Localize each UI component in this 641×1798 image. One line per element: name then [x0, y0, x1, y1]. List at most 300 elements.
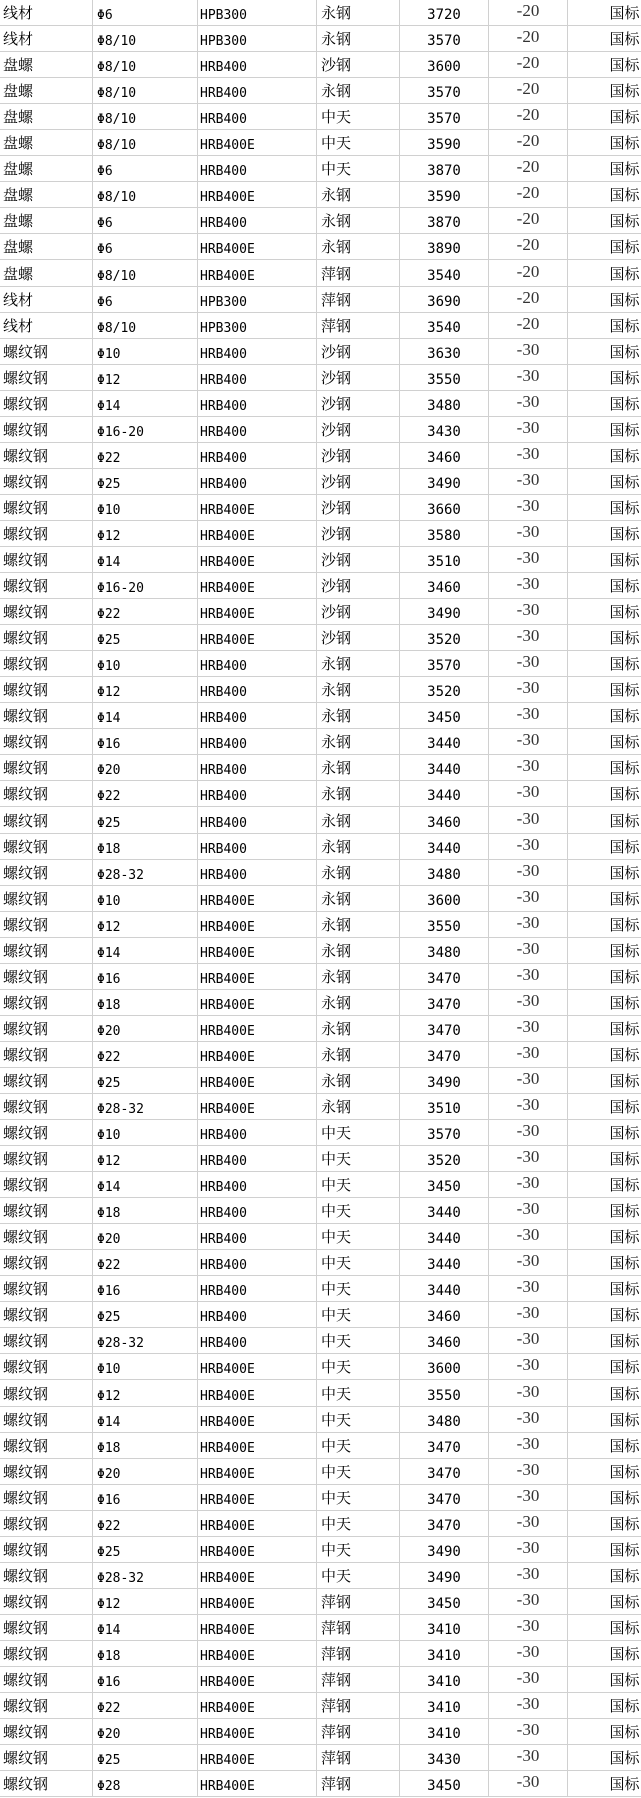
grade-cell[interactable]: HRB400 — [198, 1250, 317, 1275]
change-cell[interactable]: -30 — [489, 469, 568, 494]
change-cell[interactable]: -30 — [489, 1328, 568, 1353]
spec-cell[interactable]: Φ12 — [93, 912, 198, 937]
spec-cell[interactable]: Φ10 — [93, 495, 198, 520]
product-cell[interactable]: 螺纹钢 — [0, 599, 93, 624]
product-cell[interactable]: 螺纹钢 — [0, 1459, 93, 1484]
standard-cell[interactable]: 国标 — [568, 1511, 641, 1536]
grade-cell[interactable]: HRB400 — [198, 729, 317, 754]
grade-cell[interactable]: HRB400 — [198, 156, 317, 181]
change-cell[interactable]: -30 — [489, 912, 568, 937]
price-cell[interactable]: 3410 — [400, 1641, 489, 1666]
price-cell[interactable]: 3540 — [400, 313, 489, 338]
spec-cell[interactable]: Φ14 — [93, 938, 198, 963]
product-cell[interactable]: 螺纹钢 — [0, 1563, 93, 1588]
spec-cell[interactable]: Φ16 — [93, 1276, 198, 1301]
spec-cell[interactable]: Φ12 — [93, 1380, 198, 1405]
mill-cell[interactable]: 中天 — [317, 1459, 400, 1484]
product-cell[interactable]: 螺纹钢 — [0, 677, 93, 702]
standard-cell[interactable]: 国标 — [568, 1537, 641, 1562]
product-cell[interactable]: 螺纹钢 — [0, 1641, 93, 1666]
product-cell[interactable]: 线材 — [0, 0, 93, 25]
spec-cell[interactable]: Φ8/10 — [93, 26, 198, 51]
mill-cell[interactable]: 沙钢 — [317, 521, 400, 546]
grade-cell[interactable]: HRB400E — [198, 886, 317, 911]
price-cell[interactable]: 3510 — [400, 1094, 489, 1119]
mill-cell[interactable]: 中天 — [317, 1224, 400, 1249]
spec-cell[interactable]: Φ16 — [93, 1485, 198, 1510]
grade-cell[interactable]: HRB400E — [198, 1771, 317, 1796]
change-cell[interactable]: -20 — [489, 78, 568, 103]
mill-cell[interactable]: 沙钢 — [317, 365, 400, 390]
mill-cell[interactable]: 沙钢 — [317, 547, 400, 572]
grade-cell[interactable]: HRB400E — [198, 1042, 317, 1067]
product-cell[interactable]: 螺纹钢 — [0, 912, 93, 937]
standard-cell[interactable]: 国标 — [568, 313, 641, 338]
change-cell[interactable]: -30 — [489, 1693, 568, 1718]
standard-cell[interactable]: 国标 — [568, 260, 641, 285]
product-cell[interactable]: 盘螺 — [0, 52, 93, 77]
mill-cell[interactable]: 沙钢 — [317, 391, 400, 416]
spec-cell[interactable]: Φ22 — [93, 1693, 198, 1718]
grade-cell[interactable]: HPB300 — [198, 0, 317, 25]
grade-cell[interactable]: HRB400 — [198, 1198, 317, 1223]
spec-cell[interactable]: Φ10 — [93, 1354, 198, 1379]
standard-cell[interactable]: 国标 — [568, 52, 641, 77]
mill-cell[interactable]: 永钢 — [317, 78, 400, 103]
spec-cell[interactable]: Φ25 — [93, 469, 198, 494]
spec-cell[interactable]: Φ25 — [93, 1745, 198, 1770]
spec-cell[interactable]: Φ12 — [93, 1589, 198, 1614]
product-cell[interactable]: 螺纹钢 — [0, 1719, 93, 1744]
price-cell[interactable]: 3600 — [400, 1354, 489, 1379]
grade-cell[interactable]: HPB300 — [198, 313, 317, 338]
change-cell[interactable]: -30 — [489, 1094, 568, 1119]
standard-cell[interactable]: 国标 — [568, 964, 641, 989]
price-cell[interactable]: 3490 — [400, 599, 489, 624]
standard-cell[interactable]: 国标 — [568, 130, 641, 155]
price-cell[interactable]: 3490 — [400, 1068, 489, 1093]
product-cell[interactable]: 螺纹钢 — [0, 417, 93, 442]
price-cell[interactable]: 3470 — [400, 1459, 489, 1484]
spec-cell[interactable]: Φ8/10 — [93, 78, 198, 103]
standard-cell[interactable]: 国标 — [568, 26, 641, 51]
standard-cell[interactable]: 国标 — [568, 1693, 641, 1718]
standard-cell[interactable]: 国标 — [568, 1667, 641, 1692]
mill-cell[interactable]: 中天 — [317, 1433, 400, 1458]
standard-cell[interactable]: 国标 — [568, 1354, 641, 1379]
spec-cell[interactable]: Φ14 — [93, 547, 198, 572]
mill-cell[interactable]: 永钢 — [317, 26, 400, 51]
change-cell[interactable]: -30 — [489, 521, 568, 546]
spec-cell[interactable]: Φ18 — [93, 990, 198, 1015]
standard-cell[interactable]: 国标 — [568, 781, 641, 806]
price-cell[interactable]: 3460 — [400, 807, 489, 832]
price-cell[interactable]: 3870 — [400, 208, 489, 233]
standard-cell[interactable]: 国标 — [568, 287, 641, 312]
grade-cell[interactable]: HRB400 — [198, 834, 317, 859]
mill-cell[interactable]: 萍钢 — [317, 313, 400, 338]
price-cell[interactable]: 3570 — [400, 1120, 489, 1145]
change-cell[interactable]: -20 — [489, 260, 568, 285]
product-cell[interactable]: 螺纹钢 — [0, 964, 93, 989]
product-cell[interactable]: 螺纹钢 — [0, 1068, 93, 1093]
standard-cell[interactable]: 国标 — [568, 0, 641, 25]
price-cell[interactable]: 3630 — [400, 339, 489, 364]
grade-cell[interactable]: HRB400E — [198, 1693, 317, 1718]
grade-cell[interactable]: HRB400E — [198, 1354, 317, 1379]
price-cell[interactable]: 3570 — [400, 26, 489, 51]
product-cell[interactable]: 盘螺 — [0, 182, 93, 207]
change-cell[interactable]: -20 — [489, 26, 568, 51]
change-cell[interactable]: -30 — [489, 547, 568, 572]
product-cell[interactable]: 螺纹钢 — [0, 1224, 93, 1249]
change-cell[interactable]: -30 — [489, 938, 568, 963]
product-cell[interactable]: 螺纹钢 — [0, 729, 93, 754]
product-cell[interactable]: 螺纹钢 — [0, 1146, 93, 1171]
price-cell[interactable]: 3410 — [400, 1667, 489, 1692]
mill-cell[interactable]: 永钢 — [317, 208, 400, 233]
spec-cell[interactable]: Φ12 — [93, 521, 198, 546]
standard-cell[interactable]: 国标 — [568, 1094, 641, 1119]
spec-cell[interactable]: Φ6 — [93, 156, 198, 181]
price-cell[interactable]: 3480 — [400, 391, 489, 416]
mill-cell[interactable]: 沙钢 — [317, 469, 400, 494]
standard-cell[interactable]: 国标 — [568, 938, 641, 963]
spec-cell[interactable]: Φ14 — [93, 1615, 198, 1640]
grade-cell[interactable]: HRB400E — [198, 1615, 317, 1640]
product-cell[interactable]: 螺纹钢 — [0, 1094, 93, 1119]
grade-cell[interactable]: HRB400E — [198, 547, 317, 572]
product-cell[interactable]: 螺纹钢 — [0, 860, 93, 885]
price-cell[interactable]: 3540 — [400, 260, 489, 285]
change-cell[interactable]: -30 — [489, 365, 568, 390]
spec-cell[interactable]: Φ8/10 — [93, 52, 198, 77]
change-cell[interactable]: -30 — [489, 599, 568, 624]
product-cell[interactable]: 盘螺 — [0, 156, 93, 181]
mill-cell[interactable]: 永钢 — [317, 234, 400, 259]
change-cell[interactable]: -30 — [489, 495, 568, 520]
standard-cell[interactable]: 国标 — [568, 807, 641, 832]
standard-cell[interactable]: 国标 — [568, 1016, 641, 1041]
grade-cell[interactable]: HRB400E — [198, 938, 317, 963]
standard-cell[interactable]: 国标 — [568, 573, 641, 598]
grade-cell[interactable]: HRB400E — [198, 130, 317, 155]
change-cell[interactable]: -20 — [489, 287, 568, 312]
product-cell[interactable]: 螺纹钢 — [0, 1745, 93, 1770]
grade-cell[interactable]: HRB400E — [198, 1433, 317, 1458]
price-cell[interactable]: 3690 — [400, 287, 489, 312]
spec-cell[interactable]: Φ12 — [93, 1146, 198, 1171]
grade-cell[interactable]: HRB400E — [198, 599, 317, 624]
product-cell[interactable]: 螺纹钢 — [0, 1042, 93, 1067]
change-cell[interactable]: -20 — [489, 130, 568, 155]
price-cell[interactable]: 3550 — [400, 1380, 489, 1405]
product-cell[interactable]: 螺纹钢 — [0, 1511, 93, 1536]
price-cell[interactable]: 3440 — [400, 1224, 489, 1249]
grade-cell[interactable]: HRB400 — [198, 1224, 317, 1249]
price-cell[interactable]: 3470 — [400, 1511, 489, 1536]
mill-cell[interactable]: 永钢 — [317, 1016, 400, 1041]
mill-cell[interactable]: 永钢 — [317, 651, 400, 676]
change-cell[interactable]: -30 — [489, 651, 568, 676]
spec-cell[interactable]: Φ20 — [93, 1719, 198, 1744]
spec-cell[interactable]: Φ22 — [93, 443, 198, 468]
standard-cell[interactable]: 国标 — [568, 365, 641, 390]
price-cell[interactable]: 3430 — [400, 1745, 489, 1770]
product-cell[interactable]: 螺纹钢 — [0, 339, 93, 364]
spec-cell[interactable]: Φ10 — [93, 651, 198, 676]
grade-cell[interactable]: HRB400E — [198, 912, 317, 937]
grade-cell[interactable]: HRB400E — [198, 1719, 317, 1744]
price-cell[interactable]: 3520 — [400, 625, 489, 650]
product-cell[interactable]: 螺纹钢 — [0, 1407, 93, 1432]
mill-cell[interactable]: 中天 — [317, 1120, 400, 1145]
change-cell[interactable]: -30 — [489, 1667, 568, 1692]
spec-cell[interactable]: Φ25 — [93, 807, 198, 832]
spec-cell[interactable]: Φ22 — [93, 1250, 198, 1275]
standard-cell[interactable]: 国标 — [568, 339, 641, 364]
grade-cell[interactable]: HRB400 — [198, 78, 317, 103]
product-cell[interactable]: 螺纹钢 — [0, 1485, 93, 1510]
price-cell[interactable]: 3440 — [400, 1250, 489, 1275]
grade-cell[interactable]: HRB400 — [198, 703, 317, 728]
standard-cell[interactable]: 国标 — [568, 1407, 641, 1432]
mill-cell[interactable]: 永钢 — [317, 834, 400, 859]
mill-cell[interactable]: 中天 — [317, 1328, 400, 1353]
price-cell[interactable]: 3450 — [400, 1589, 489, 1614]
grade-cell[interactable]: HRB400E — [198, 1380, 317, 1405]
price-cell[interactable]: 3460 — [400, 573, 489, 598]
standard-cell[interactable]: 国标 — [568, 834, 641, 859]
change-cell[interactable]: -30 — [489, 1068, 568, 1093]
change-cell[interactable]: -30 — [489, 1433, 568, 1458]
spec-cell[interactable]: Φ18 — [93, 1433, 198, 1458]
mill-cell[interactable]: 沙钢 — [317, 495, 400, 520]
product-cell[interactable]: 螺纹钢 — [0, 1120, 93, 1145]
mill-cell[interactable]: 永钢 — [317, 807, 400, 832]
grade-cell[interactable]: HRB400E — [198, 573, 317, 598]
standard-cell[interactable]: 国标 — [568, 625, 641, 650]
change-cell[interactable]: -30 — [489, 1120, 568, 1145]
mill-cell[interactable]: 中天 — [317, 156, 400, 181]
change-cell[interactable]: -30 — [489, 1016, 568, 1041]
product-cell[interactable]: 盘螺 — [0, 130, 93, 155]
price-cell[interactable]: 3440 — [400, 755, 489, 780]
spec-cell[interactable]: Φ20 — [93, 755, 198, 780]
spec-cell[interactable]: Φ25 — [93, 1302, 198, 1327]
spec-cell[interactable]: Φ10 — [93, 1120, 198, 1145]
price-cell[interactable]: 3550 — [400, 365, 489, 390]
standard-cell[interactable]: 国标 — [568, 391, 641, 416]
grade-cell[interactable]: HRB400E — [198, 1485, 317, 1510]
change-cell[interactable]: -30 — [489, 1589, 568, 1614]
product-cell[interactable]: 螺纹钢 — [0, 651, 93, 676]
price-cell[interactable]: 3510 — [400, 547, 489, 572]
price-cell[interactable]: 3440 — [400, 1276, 489, 1301]
price-cell[interactable]: 3580 — [400, 521, 489, 546]
price-cell[interactable]: 3550 — [400, 912, 489, 937]
spec-cell[interactable]: Φ8/10 — [93, 182, 198, 207]
price-cell[interactable]: 3490 — [400, 469, 489, 494]
mill-cell[interactable]: 永钢 — [317, 182, 400, 207]
product-cell[interactable]: 螺纹钢 — [0, 755, 93, 780]
mill-cell[interactable]: 中天 — [317, 1537, 400, 1562]
mill-cell[interactable]: 永钢 — [317, 1068, 400, 1093]
price-cell[interactable]: 3450 — [400, 1172, 489, 1197]
change-cell[interactable]: -30 — [489, 1485, 568, 1510]
mill-cell[interactable]: 永钢 — [317, 781, 400, 806]
grade-cell[interactable]: HRB400E — [198, 1641, 317, 1666]
mill-cell[interactable]: 永钢 — [317, 964, 400, 989]
mill-cell[interactable]: 中天 — [317, 1354, 400, 1379]
standard-cell[interactable]: 国标 — [568, 651, 641, 676]
spec-cell[interactable]: Φ16 — [93, 1667, 198, 1692]
product-cell[interactable]: 螺纹钢 — [0, 703, 93, 728]
grade-cell[interactable]: HRB400E — [198, 182, 317, 207]
change-cell[interactable]: -30 — [489, 1459, 568, 1484]
price-cell[interactable]: 3460 — [400, 1328, 489, 1353]
spec-cell[interactable]: Φ14 — [93, 391, 198, 416]
product-cell[interactable]: 螺纹钢 — [0, 495, 93, 520]
price-cell[interactable]: 3410 — [400, 1615, 489, 1640]
price-cell[interactable]: 3440 — [400, 781, 489, 806]
price-cell[interactable]: 3570 — [400, 104, 489, 129]
grade-cell[interactable]: HRB400E — [198, 521, 317, 546]
grade-cell[interactable]: HRB400E — [198, 1537, 317, 1562]
change-cell[interactable]: -20 — [489, 234, 568, 259]
change-cell[interactable]: -20 — [489, 182, 568, 207]
change-cell[interactable]: -30 — [489, 1250, 568, 1275]
spec-cell[interactable]: Φ28 — [93, 1771, 198, 1796]
change-cell[interactable]: -30 — [489, 1302, 568, 1327]
change-cell[interactable]: -30 — [489, 755, 568, 780]
spec-cell[interactable]: Φ16-20 — [93, 573, 198, 598]
price-cell[interactable]: 3450 — [400, 703, 489, 728]
grade-cell[interactable]: HRB400 — [198, 417, 317, 442]
grade-cell[interactable]: HRB400 — [198, 860, 317, 885]
change-cell[interactable]: -30 — [489, 1276, 568, 1301]
change-cell[interactable]: -20 — [489, 52, 568, 77]
product-cell[interactable]: 螺纹钢 — [0, 469, 93, 494]
product-cell[interactable]: 螺纹钢 — [0, 391, 93, 416]
price-cell[interactable]: 3490 — [400, 1537, 489, 1562]
standard-cell[interactable]: 国标 — [568, 443, 641, 468]
standard-cell[interactable]: 国标 — [568, 1328, 641, 1353]
product-cell[interactable]: 盘螺 — [0, 208, 93, 233]
price-cell[interactable]: 3480 — [400, 938, 489, 963]
grade-cell[interactable]: HRB400 — [198, 1276, 317, 1301]
price-cell[interactable]: 3470 — [400, 1485, 489, 1510]
spec-cell[interactable]: Φ22 — [93, 1511, 198, 1536]
mill-cell[interactable]: 沙钢 — [317, 599, 400, 624]
spec-cell[interactable]: Φ10 — [93, 886, 198, 911]
spec-cell[interactable]: Φ16-20 — [93, 417, 198, 442]
mill-cell[interactable]: 中天 — [317, 104, 400, 129]
change-cell[interactable]: -30 — [489, 677, 568, 702]
mill-cell[interactable]: 中天 — [317, 1407, 400, 1432]
standard-cell[interactable]: 国标 — [568, 1380, 641, 1405]
price-cell[interactable]: 3450 — [400, 1771, 489, 1796]
product-cell[interactable]: 盘螺 — [0, 234, 93, 259]
price-cell[interactable]: 3870 — [400, 156, 489, 181]
price-cell[interactable]: 3470 — [400, 1042, 489, 1067]
mill-cell[interactable]: 中天 — [317, 1485, 400, 1510]
standard-cell[interactable]: 国标 — [568, 182, 641, 207]
change-cell[interactable]: -30 — [489, 573, 568, 598]
price-cell[interactable]: 3440 — [400, 729, 489, 754]
spec-cell[interactable]: Φ8/10 — [93, 313, 198, 338]
spec-cell[interactable]: Φ28-32 — [93, 1328, 198, 1353]
change-cell[interactable]: -30 — [489, 417, 568, 442]
change-cell[interactable]: -30 — [489, 1354, 568, 1379]
grade-cell[interactable]: HRB400 — [198, 52, 317, 77]
product-cell[interactable]: 螺纹钢 — [0, 573, 93, 598]
mill-cell[interactable]: 中天 — [317, 1250, 400, 1275]
standard-cell[interactable]: 国标 — [568, 208, 641, 233]
mill-cell[interactable]: 萍钢 — [317, 1719, 400, 1744]
change-cell[interactable]: -30 — [489, 1641, 568, 1666]
mill-cell[interactable]: 中天 — [317, 1302, 400, 1327]
grade-cell[interactable]: HPB300 — [198, 287, 317, 312]
standard-cell[interactable]: 国标 — [568, 1485, 641, 1510]
spec-cell[interactable]: Φ6 — [93, 0, 198, 25]
grade-cell[interactable]: HRB400E — [198, 234, 317, 259]
standard-cell[interactable]: 国标 — [568, 1302, 641, 1327]
change-cell[interactable]: -30 — [489, 1042, 568, 1067]
grade-cell[interactable]: HRB400 — [198, 1120, 317, 1145]
mill-cell[interactable]: 中天 — [317, 1380, 400, 1405]
grade-cell[interactable]: HRB400E — [198, 1667, 317, 1692]
grade-cell[interactable]: HRB400 — [198, 469, 317, 494]
product-cell[interactable]: 螺纹钢 — [0, 990, 93, 1015]
product-cell[interactable]: 螺纹钢 — [0, 1433, 93, 1458]
spec-cell[interactable]: Φ20 — [93, 1459, 198, 1484]
price-cell[interactable]: 3430 — [400, 417, 489, 442]
change-cell[interactable]: -30 — [489, 807, 568, 832]
grade-cell[interactable]: HRB400E — [198, 1094, 317, 1119]
change-cell[interactable]: -30 — [489, 1511, 568, 1536]
mill-cell[interactable]: 沙钢 — [317, 339, 400, 364]
grade-cell[interactable]: HRB400 — [198, 1302, 317, 1327]
mill-cell[interactable]: 永钢 — [317, 886, 400, 911]
product-cell[interactable]: 螺纹钢 — [0, 521, 93, 546]
standard-cell[interactable]: 国标 — [568, 886, 641, 911]
price-cell[interactable]: 3520 — [400, 677, 489, 702]
grade-cell[interactable]: HRB400 — [198, 755, 317, 780]
mill-cell[interactable]: 萍钢 — [317, 1745, 400, 1770]
spec-cell[interactable]: Φ8/10 — [93, 130, 198, 155]
mill-cell[interactable]: 中天 — [317, 1146, 400, 1171]
standard-cell[interactable]: 国标 — [568, 1068, 641, 1093]
spec-cell[interactable]: Φ8/10 — [93, 260, 198, 285]
price-cell[interactable]: 3570 — [400, 651, 489, 676]
grade-cell[interactable]: HRB400 — [198, 1172, 317, 1197]
product-cell[interactable]: 螺纹钢 — [0, 1328, 93, 1353]
grade-cell[interactable]: HRB400E — [198, 1511, 317, 1536]
price-cell[interactable]: 3590 — [400, 182, 489, 207]
price-cell[interactable]: 3470 — [400, 990, 489, 1015]
grade-cell[interactable]: HRB400E — [198, 964, 317, 989]
change-cell[interactable]: -30 — [489, 339, 568, 364]
change-cell[interactable]: -20 — [489, 0, 568, 25]
mill-cell[interactable]: 永钢 — [317, 938, 400, 963]
price-cell[interactable]: 3480 — [400, 860, 489, 885]
change-cell[interactable]: -30 — [489, 1407, 568, 1432]
price-cell[interactable]: 3410 — [400, 1719, 489, 1744]
spec-cell[interactable]: Φ12 — [93, 365, 198, 390]
standard-cell[interactable]: 国标 — [568, 1641, 641, 1666]
price-cell[interactable]: 3520 — [400, 1146, 489, 1171]
